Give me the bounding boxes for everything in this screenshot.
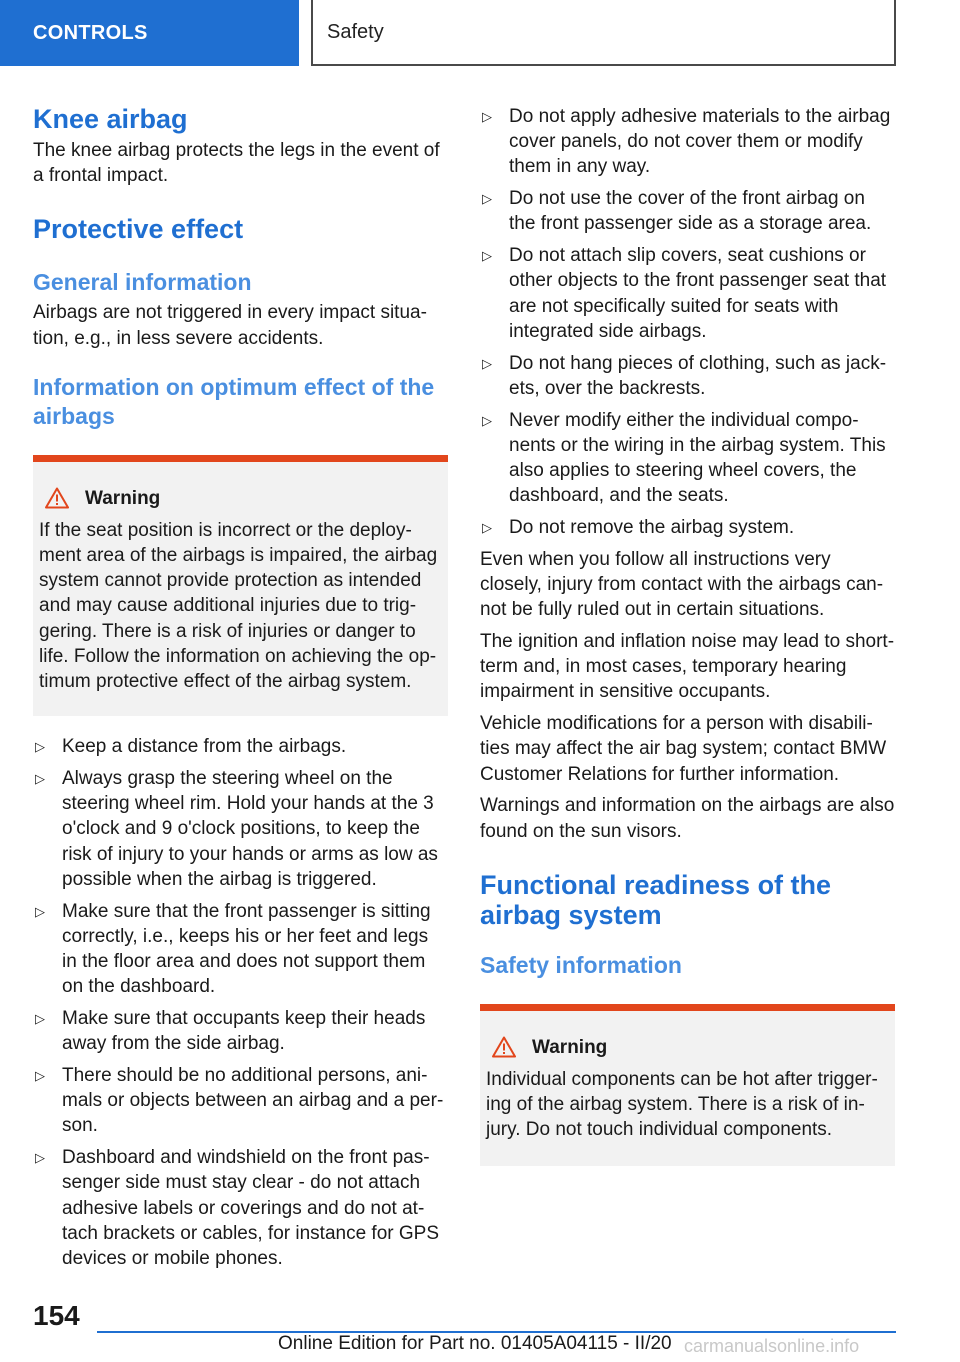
list-item: ▷ Make sure that the front passenger is sitting correctly, i.e., keeps his or her feet and legs in the floor area and does not support them on the dashboard. (35, 900, 431, 998)
footer-edition: Online Edition for Part no. 01405A04115 - II/20 (278, 1333, 672, 1354)
heading-safety-information: Safety information (480, 951, 682, 978)
paragraph: Vehicle modifications for a person with disabilities may affect the air bag system; contact BMW Customer Relations for further information. (480, 713, 887, 785)
triangle-bullet-icon: ▷ (35, 771, 45, 787)
list-item: ▷ Never modify either the individual components or the wiring in the airbag system. This also applies to steering wheel covers, the dashboard, and the seats. (482, 409, 886, 507)
section-tab: CONTROLS (0, 0, 299, 66)
page-header (0, 0, 960, 66)
heading-optimum-effect: Information on optimum effect of the airbags (33, 373, 435, 429)
warning-header (486, 1035, 887, 1060)
chapter-tab: Safety (311, 0, 896, 66)
bullet-list (480, 104, 895, 540)
triangle-bullet-icon: ▷ (35, 1150, 45, 1166)
list-item: ▷ Do not use the cover of the front airbag on the front passenger side as a storage area. (482, 188, 872, 235)
left-column (33, 100, 448, 1278)
list-item: ▷ Always grasp the steering wheel on the steering wheel rim. Hold your hands at the 3 o'clock and 9 o'clock positions, to keep the risk of injury to your hands or arms as low as possible when the airbag is triggered. (35, 768, 438, 890)
list-item: ▷ Make sure that occupants keep their heads away from the side airbag. (35, 1008, 426, 1055)
triangle-bullet-icon: ▷ (482, 355, 492, 371)
heading-general-information: General information (33, 269, 252, 296)
triangle-bullet-icon: ▷ (482, 412, 492, 428)
paragraph: Even when you follow all instructions very closely, injury from contact with the airbags cannot be fully ruled out in certain situations. (480, 548, 884, 621)
list-item: ▷ Dashboard and windshield on the front passenger side must stay clear - do not attach adhesive labels or coverings and do not attach brackets or cables, for instance for GPS devices or mobile phones. (35, 1147, 440, 1270)
triangle-bullet-icon: ▷ (35, 903, 45, 919)
triangle-bullet-icon: ▷ (482, 248, 492, 264)
right-column (480, 104, 895, 1166)
list-item: ▷ Do not attach slip covers, seat cushions or other objects to the front passenger seat that are not specifically suited for seats with integrated side airbags. (482, 245, 887, 342)
warning-text: Individual components can be hot after triggering of the airbag system. There is a risk of injury. Do not touch individual components. (486, 1068, 878, 1141)
triangle-bullet-icon: ▷ (35, 1068, 45, 1084)
watermark: carmanualsonline.info (684, 1336, 860, 1356)
triangle-bullet-icon: ▷ (482, 520, 492, 536)
triangle-bullet-icon: ▷ (482, 109, 492, 124)
list-item: ▷ Keep a distance from the airbags. (33, 734, 448, 759)
triangle-bullet-icon: ▷ (482, 191, 492, 207)
knee-airbag-text: The knee airbag protects the legs in the event of a frontal impact. (33, 140, 440, 187)
heading-functional-readiness: Functional readiness of the airbag system (480, 869, 832, 930)
triangle-bullet-icon: ▷ (35, 1011, 45, 1027)
bullet-list (33, 734, 448, 1271)
heading-knee-airbag: Knee airbag (33, 104, 188, 134)
warning-box (33, 455, 448, 716)
warning-title: Warning (532, 1036, 608, 1058)
list-item: ▷ Do not apply adhesive materials to the airbag cover panels, do not cover them or modify them in any way. (482, 106, 891, 178)
paragraph: The ignition and inflation noise may lead to short-term and, in most cases, temporary hearing impairment in sensitive occupants. (480, 631, 895, 703)
warning-triangle-icon (492, 1036, 516, 1058)
warning-header (39, 486, 440, 511)
warning-box (480, 1004, 895, 1167)
list-item: ▷ Do not hang pieces of clothing, such as jackets, over the backrests. (482, 352, 887, 399)
paragraph: Warnings and information on the airbags are also found on the sun visors. (480, 795, 895, 842)
page-number: 154 (33, 1300, 80, 1331)
list-item: ▷ There should be no additional persons, animals or objects between an airbag and a person. (35, 1065, 444, 1137)
general-information-text: Airbags are not triggered in every impact situation, e.g., in less severe accidents. (33, 302, 427, 349)
list-item: ▷ Do not remove the airbag system. (480, 515, 895, 540)
heading-protective-effect: Protective effect (33, 214, 244, 245)
warning-triangle-icon (45, 487, 69, 509)
warning-title: Warning (85, 487, 161, 509)
warning-text: If the seat position is incorrect or the deployment area of the airbags is impaired, the airbag system cannot provide protection as intended and may cause additional injuries due to triggering. There is a risk of injuries or danger to life. Follow the information on achieving the optimum protective effect of the airbag system. (39, 519, 438, 693)
triangle-bullet-icon: ▷ (35, 739, 45, 755)
